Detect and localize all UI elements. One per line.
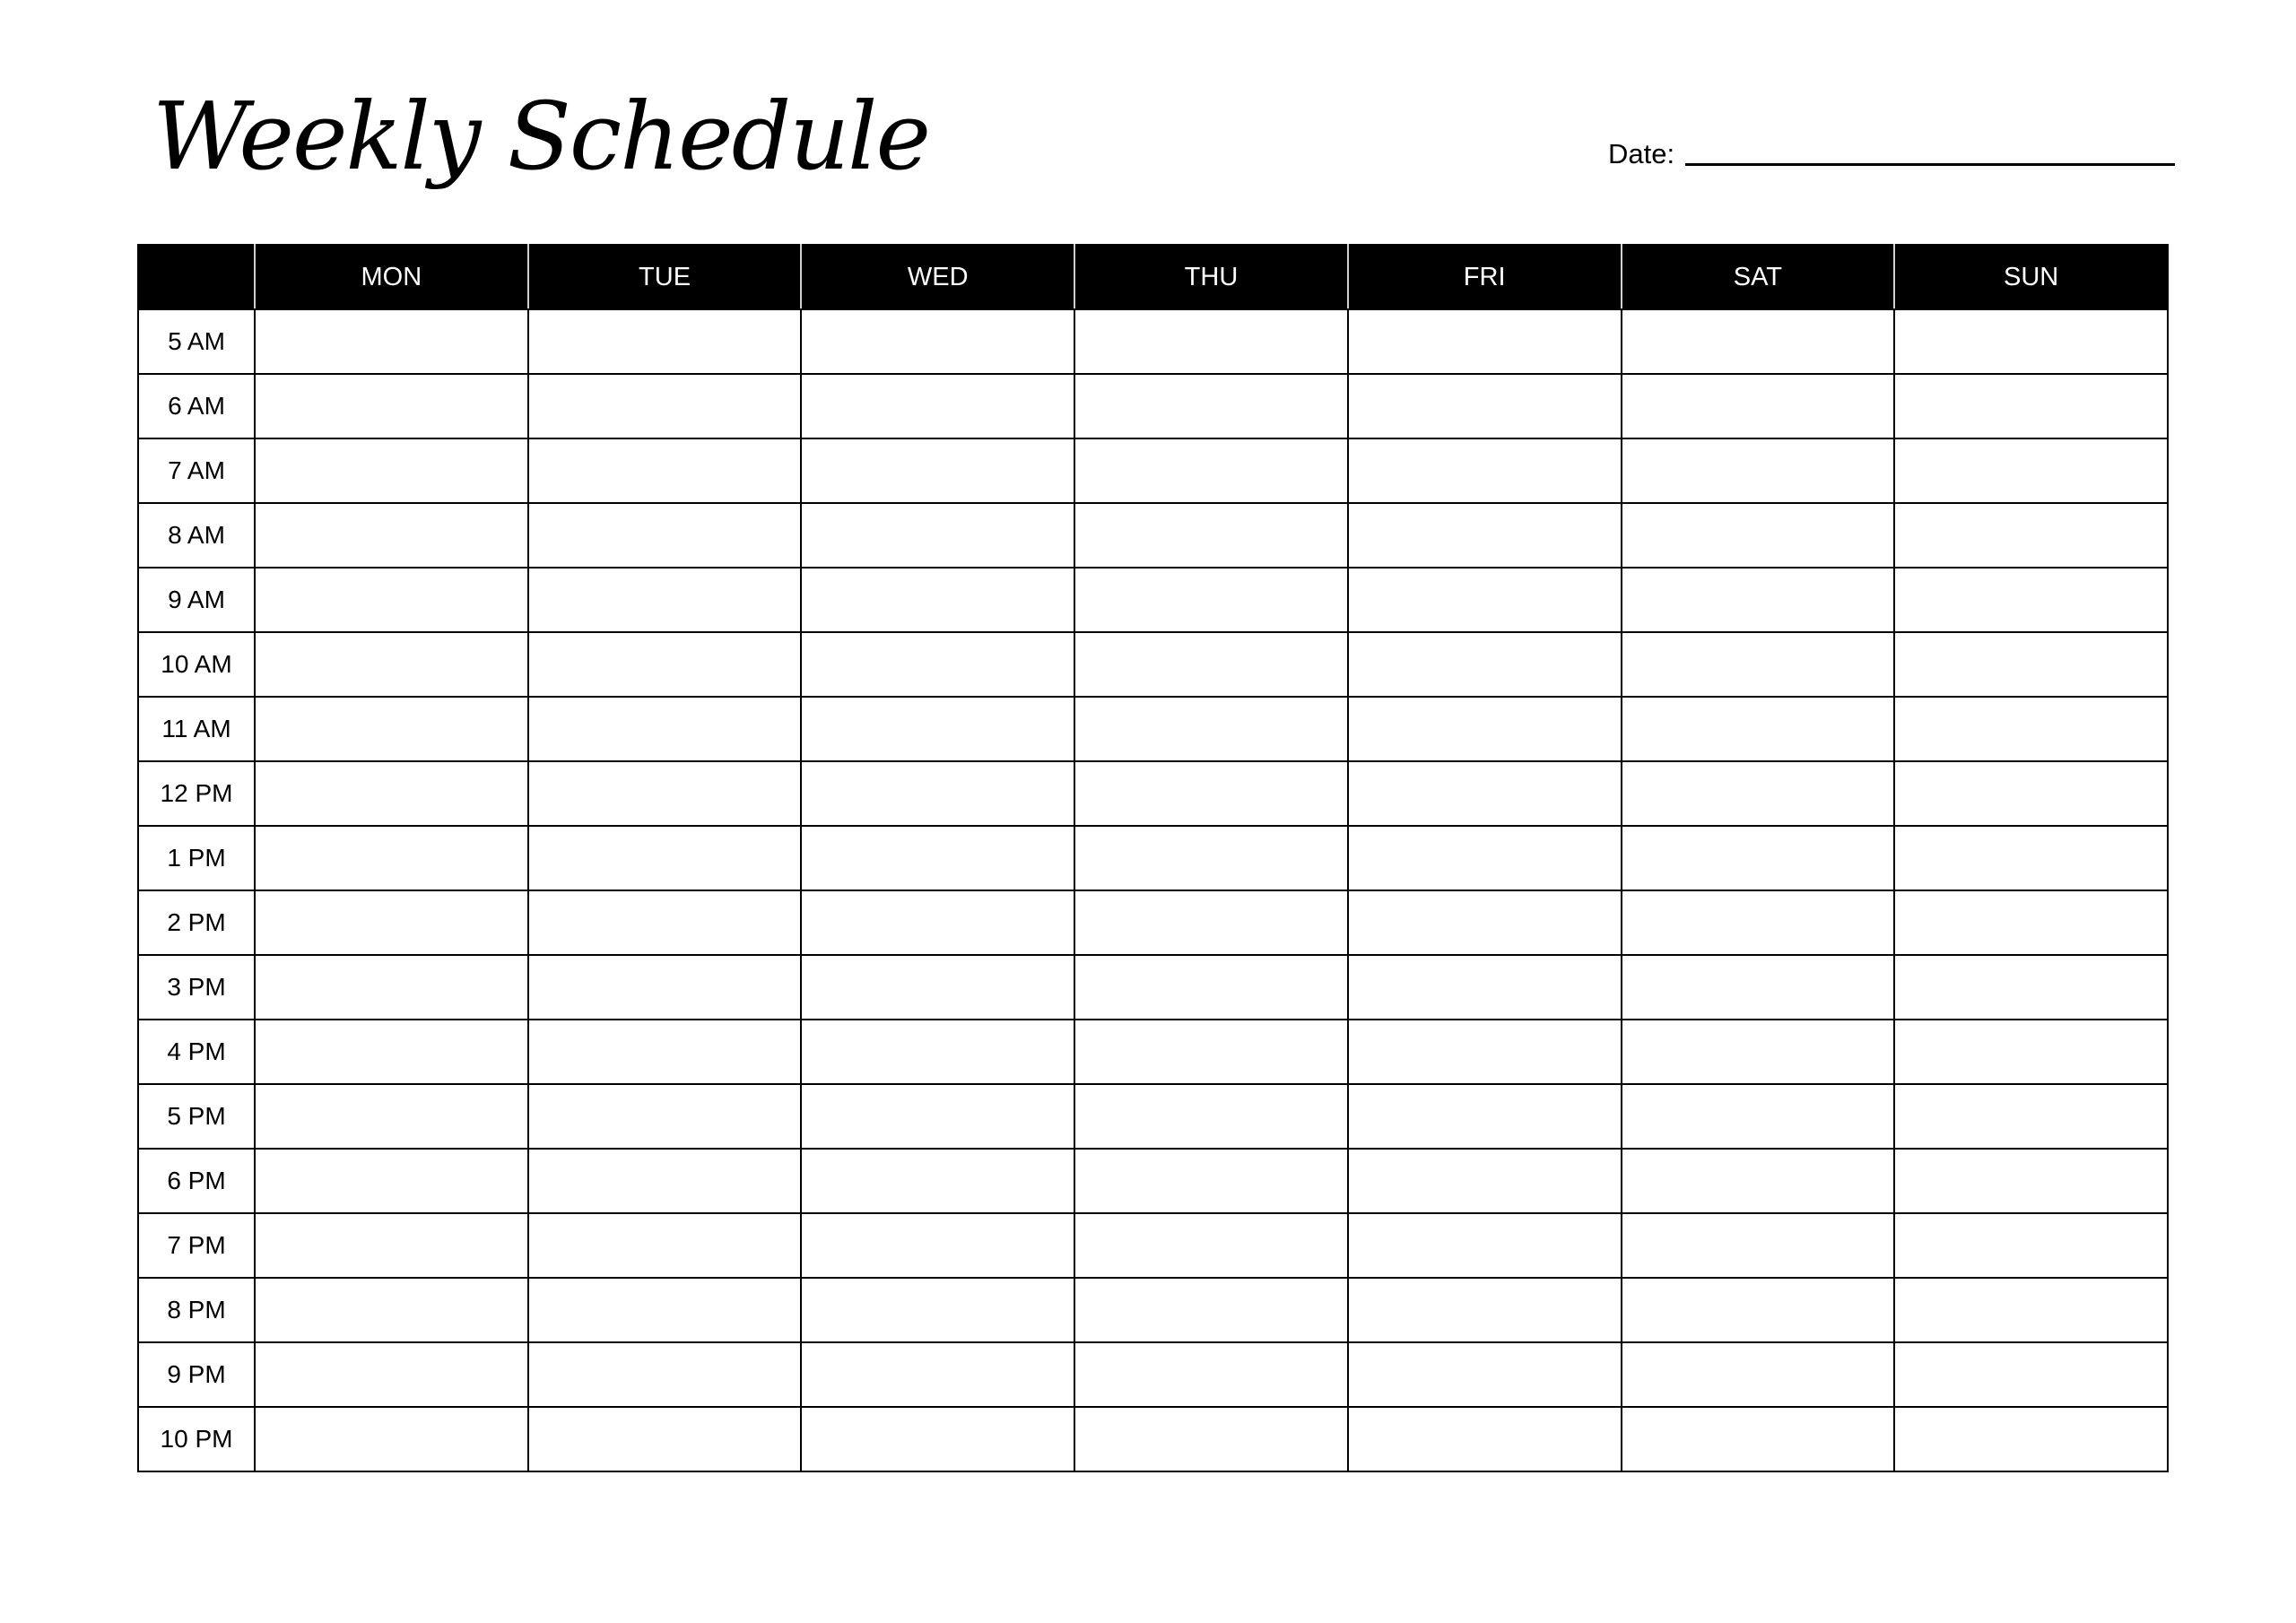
schedule-cell[interactable]: [1074, 955, 1348, 1020]
schedule-cell[interactable]: [255, 1407, 528, 1471]
schedule-cell[interactable]: [1348, 438, 1622, 503]
time-label: 7 PM: [138, 1213, 255, 1278]
schedule-cell[interactable]: [1348, 955, 1622, 1020]
time-label: 6 PM: [138, 1149, 255, 1213]
schedule-cell[interactable]: [801, 1213, 1074, 1278]
schedule-cell[interactable]: [801, 503, 1074, 568]
time-row: [138, 568, 2168, 632]
schedule-cell[interactable]: [528, 890, 802, 955]
schedule-cell[interactable]: [255, 697, 528, 761]
time-row: [138, 374, 2168, 438]
schedule-cell[interactable]: [1894, 632, 2168, 697]
schedule-cell[interactable]: [1622, 1084, 1895, 1149]
time-row: [138, 632, 2168, 697]
date-label: Date:: [1608, 138, 1675, 169]
schedule-cell[interactable]: [1348, 1342, 1622, 1407]
day-header: TUE: [528, 245, 802, 309]
schedule-cell[interactable]: [255, 309, 528, 374]
schedule-cell[interactable]: [1074, 826, 1348, 890]
time-row: [138, 1342, 2168, 1407]
time-label: 9 AM: [138, 568, 255, 632]
schedule-cell[interactable]: [255, 1278, 528, 1342]
schedule-cell[interactable]: [1622, 955, 1895, 1020]
date-field-group: [1608, 140, 2175, 168]
schedule-cell[interactable]: [1074, 1213, 1348, 1278]
schedule-cell[interactable]: [801, 826, 1074, 890]
time-label: 8 AM: [138, 503, 255, 568]
schedule-cell[interactable]: [1074, 503, 1348, 568]
time-label: 2 PM: [138, 890, 255, 955]
schedule-cell[interactable]: [1074, 697, 1348, 761]
time-row: [138, 890, 2168, 955]
schedule-cell[interactable]: [1074, 1020, 1348, 1084]
time-label: 9 PM: [138, 1342, 255, 1407]
time-row: [138, 438, 2168, 503]
schedule-cell[interactable]: [1894, 761, 2168, 826]
schedule-table: [137, 244, 2169, 1472]
schedule-cell[interactable]: [1348, 890, 1622, 955]
schedule-cell[interactable]: [255, 761, 528, 826]
schedule-cell[interactable]: [1894, 1213, 2168, 1278]
time-row: [138, 503, 2168, 568]
schedule-cell[interactable]: [1348, 1084, 1622, 1149]
schedule-cell[interactable]: [801, 890, 1074, 955]
schedule-cell[interactable]: [1622, 1213, 1895, 1278]
schedule-cell[interactable]: [1622, 761, 1895, 826]
schedule-cell[interactable]: [1348, 1020, 1622, 1084]
schedule-cell[interactable]: [801, 438, 1074, 503]
time-label: 11 AM: [138, 697, 255, 761]
schedule-cell[interactable]: [1074, 438, 1348, 503]
schedule-cell[interactable]: [1622, 1407, 1895, 1471]
schedule-cell[interactable]: [255, 890, 528, 955]
schedule-cell[interactable]: [1348, 632, 1622, 697]
schedule-cell[interactable]: [255, 1342, 528, 1407]
schedule-cell[interactable]: [1894, 826, 2168, 890]
schedule-cell[interactable]: [528, 697, 802, 761]
schedule-cell[interactable]: [255, 1149, 528, 1213]
schedule-cell[interactable]: [255, 503, 528, 568]
schedule-cell[interactable]: [1348, 1213, 1622, 1278]
schedule-cell[interactable]: [1894, 1342, 2168, 1407]
schedule-cell[interactable]: [1622, 309, 1895, 374]
schedule-cell[interactable]: [1348, 374, 1622, 438]
time-row: [138, 1020, 2168, 1084]
schedule-cell[interactable]: [1622, 826, 1895, 890]
date-input-line[interactable]: [1685, 163, 2175, 166]
time-row: [138, 1084, 2168, 1149]
schedule-body: [138, 309, 2168, 1471]
schedule-cell[interactable]: [255, 374, 528, 438]
schedule-cell[interactable]: [1074, 1407, 1348, 1471]
schedule-cell[interactable]: [1348, 826, 1622, 890]
schedule-cell[interactable]: [1622, 1149, 1895, 1213]
time-row: [138, 1407, 2168, 1471]
schedule-cell[interactable]: [1074, 1084, 1348, 1149]
schedule-cell[interactable]: [528, 374, 802, 438]
time-row: [138, 1149, 2168, 1213]
schedule-cell[interactable]: [1622, 1278, 1895, 1342]
time-label: 12 PM: [138, 761, 255, 826]
time-label: 8 PM: [138, 1278, 255, 1342]
time-label: 5 AM: [138, 309, 255, 374]
schedule-cell[interactable]: [528, 568, 802, 632]
schedule-cell[interactable]: [528, 1020, 802, 1084]
schedule-cell[interactable]: [1074, 1278, 1348, 1342]
time-row: [138, 1213, 2168, 1278]
time-row: [138, 697, 2168, 761]
schedule-cell[interactable]: [801, 1084, 1074, 1149]
schedule-cell[interactable]: [1074, 568, 1348, 632]
schedule-cell[interactable]: [1894, 890, 2168, 955]
schedule-cell[interactable]: [801, 1407, 1074, 1471]
schedule-cell[interactable]: [1348, 1149, 1622, 1213]
schedule-cell[interactable]: [1622, 1020, 1895, 1084]
schedule-cell[interactable]: [1348, 697, 1622, 761]
time-row: [138, 955, 2168, 1020]
schedule-cell[interactable]: [1074, 890, 1348, 955]
time-row: [138, 309, 2168, 374]
schedule-cell[interactable]: [1622, 374, 1895, 438]
schedule-cell[interactable]: [528, 1407, 802, 1471]
day-header: FRI: [1348, 245, 1622, 309]
schedule-cell[interactable]: [255, 1020, 528, 1084]
day-header: WED: [801, 245, 1074, 309]
schedule-cell[interactable]: [255, 1084, 528, 1149]
schedule-cell[interactable]: [255, 632, 528, 697]
time-row: [138, 761, 2168, 826]
time-label: 5 PM: [138, 1084, 255, 1149]
schedule-cell[interactable]: [801, 1278, 1074, 1342]
schedule-cell[interactable]: [528, 309, 802, 374]
day-header: SAT: [1622, 245, 1895, 309]
time-label: 4 PM: [138, 1020, 255, 1084]
schedule-cell[interactable]: [1894, 568, 2168, 632]
day-header-row: [138, 245, 2168, 309]
time-row: [138, 1278, 2168, 1342]
schedule-cell[interactable]: [1622, 568, 1895, 632]
time-label: 10 AM: [138, 632, 255, 697]
schedule-cell[interactable]: [528, 1278, 802, 1342]
schedule-cell[interactable]: [528, 761, 802, 826]
schedule-cell[interactable]: [1622, 1342, 1895, 1407]
schedule-cell[interactable]: [1622, 632, 1895, 697]
schedule-cell[interactable]: [1074, 374, 1348, 438]
time-label: 6 AM: [138, 374, 255, 438]
schedule-cell[interactable]: [255, 955, 528, 1020]
schedule-cell[interactable]: [801, 309, 1074, 374]
time-label: 3 PM: [138, 955, 255, 1020]
schedule-cell[interactable]: [1894, 1084, 2168, 1149]
schedule-cell[interactable]: [255, 438, 528, 503]
schedule-cell[interactable]: [1348, 568, 1622, 632]
schedule-cell[interactable]: [1348, 309, 1622, 374]
schedule-cell[interactable]: [1894, 1278, 2168, 1342]
time-label: 1 PM: [138, 826, 255, 890]
schedule-cell[interactable]: [1894, 697, 2168, 761]
schedule-cell[interactable]: [1894, 309, 2168, 374]
schedule-cell[interactable]: [1894, 374, 2168, 438]
schedule-cell[interactable]: [528, 1084, 802, 1149]
schedule-cell[interactable]: [801, 697, 1074, 761]
day-header: SUN: [1894, 245, 2168, 309]
schedule-cell[interactable]: [1348, 503, 1622, 568]
schedule-cell[interactable]: [1622, 697, 1895, 761]
day-header: THU: [1074, 245, 1348, 309]
schedule-cell[interactable]: [255, 568, 528, 632]
schedule-cell[interactable]: [1894, 955, 2168, 1020]
schedule-cell[interactable]: [1894, 438, 2168, 503]
schedule-cell[interactable]: [1894, 1149, 2168, 1213]
schedule-cell[interactable]: [1348, 761, 1622, 826]
schedule-cell[interactable]: [801, 955, 1074, 1020]
schedule-cell[interactable]: [528, 1342, 802, 1407]
schedule-cell[interactable]: [528, 438, 802, 503]
schedule-cell[interactable]: [1074, 1149, 1348, 1213]
schedule-cell[interactable]: [255, 1213, 528, 1278]
schedule-cell[interactable]: [1622, 890, 1895, 955]
schedule-cell[interactable]: [1074, 309, 1348, 374]
schedule-cell[interactable]: [801, 1149, 1074, 1213]
page-title: Weekly Schedule: [152, 82, 929, 191]
schedule-cell[interactable]: [1074, 632, 1348, 697]
schedule-cell[interactable]: [801, 1342, 1074, 1407]
schedule-cell[interactable]: [1348, 1278, 1622, 1342]
schedule-cell[interactable]: [528, 955, 802, 1020]
schedule-cell[interactable]: [1894, 1020, 2168, 1084]
day-header: MON: [255, 245, 528, 309]
schedule-cell[interactable]: [255, 826, 528, 890]
schedule-cell[interactable]: [528, 632, 802, 697]
time-row: [138, 826, 2168, 890]
schedule-cell[interactable]: [1622, 503, 1895, 568]
schedule-cell[interactable]: [1894, 503, 2168, 568]
schedule-cell[interactable]: [1894, 1407, 2168, 1471]
schedule-cell[interactable]: [1348, 1407, 1622, 1471]
schedule-cell[interactable]: [801, 374, 1074, 438]
time-label: 7 AM: [138, 438, 255, 503]
schedule-cell[interactable]: [528, 1213, 802, 1278]
schedule-cell[interactable]: [801, 761, 1074, 826]
time-label: 10 PM: [138, 1407, 255, 1471]
schedule-cell[interactable]: [801, 1020, 1074, 1084]
corner-cell: [138, 245, 255, 309]
schedule-cell[interactable]: [801, 632, 1074, 697]
schedule-cell[interactable]: [528, 1149, 802, 1213]
schedule-cell[interactable]: [801, 568, 1074, 632]
schedule-cell[interactable]: [1074, 761, 1348, 826]
schedule-cell[interactable]: [528, 503, 802, 568]
schedule-cell[interactable]: [1622, 438, 1895, 503]
schedule-cell[interactable]: [1074, 1342, 1348, 1407]
schedule-cell[interactable]: [528, 826, 802, 890]
